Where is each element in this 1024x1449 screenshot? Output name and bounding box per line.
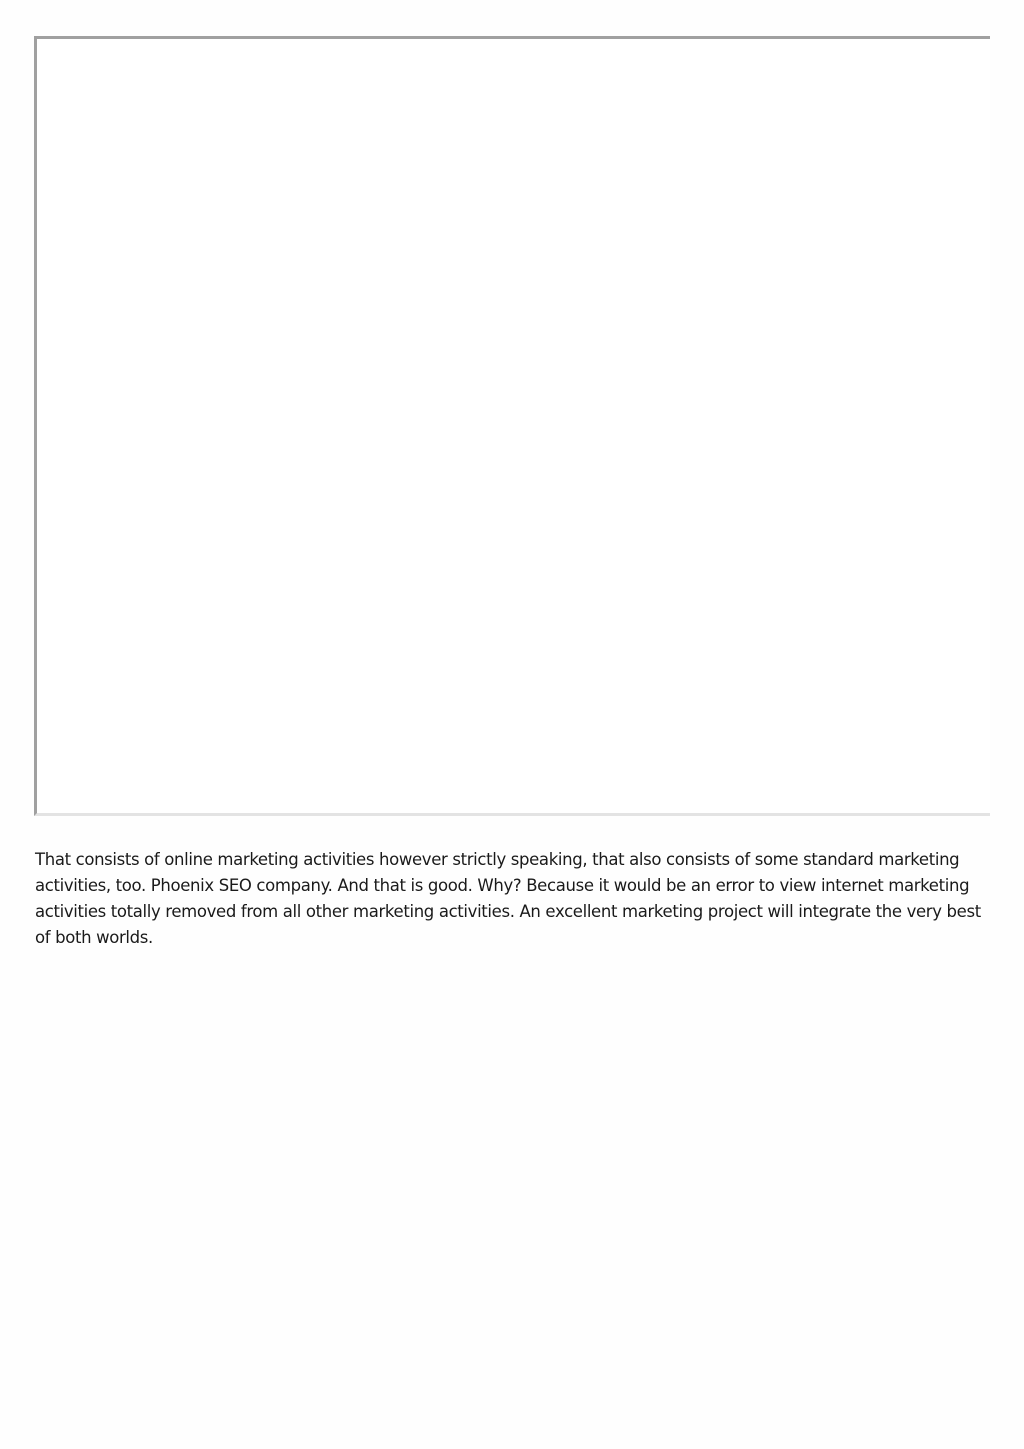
embedded-content-frame xyxy=(34,36,990,816)
body-paragraph: That consists of online marketing activities however strictly speaking, that also consists of some standard marketing activities, too. Phoenix SEO company. And that is good. Why? Because it would be an error to view internet marketing activities totally removed from all other marketing activities. An excellent marketing project will integrate the very best of both worlds. xyxy=(35,850,981,947)
